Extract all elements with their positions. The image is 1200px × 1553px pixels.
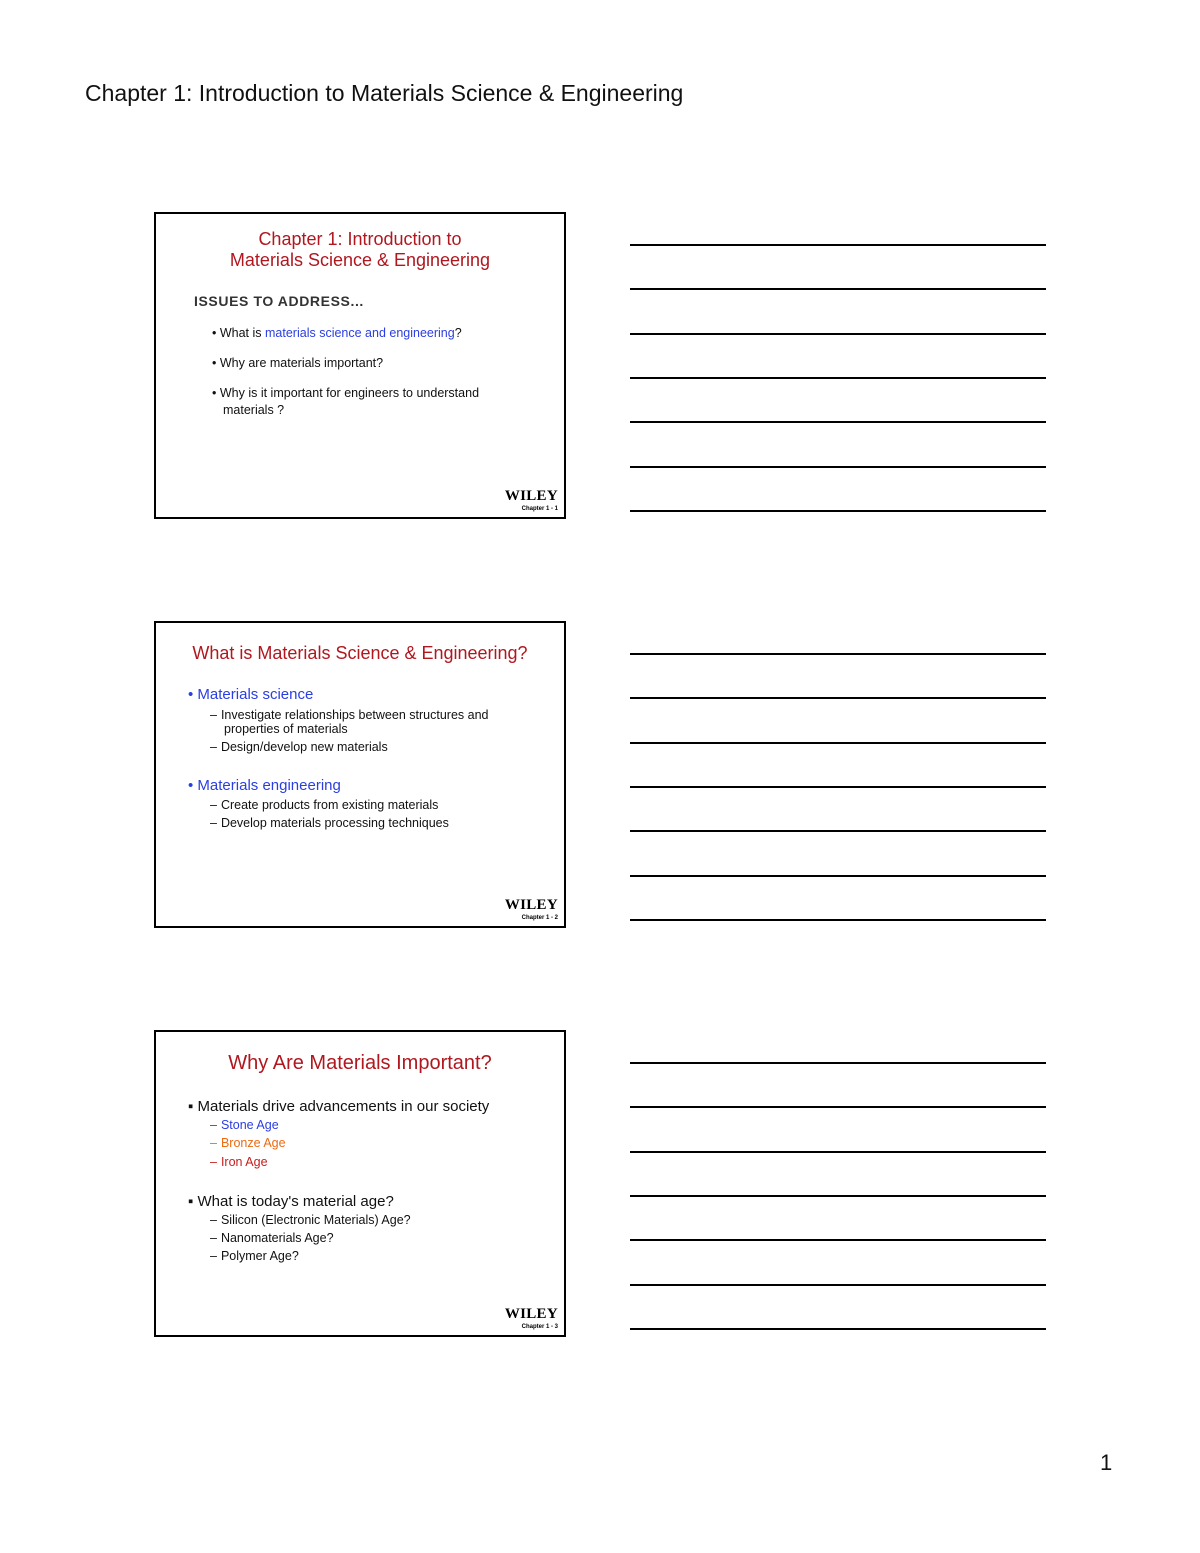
notes-line [630, 742, 1046, 744]
slide-footer: Chapter 1 - 3 [521, 1324, 558, 1330]
wiley-logo: WILEY [504, 897, 558, 913]
notes-line [630, 1239, 1046, 1241]
notes-line [630, 244, 1046, 246]
issue-1-prefix: What is [219, 326, 266, 340]
issue-item-1: • What is materials science and engineering? [212, 326, 462, 340]
slide-2-sub-2-text: Design/develop new materials [220, 740, 388, 754]
slide-3-bullet-1: ▪ Materials drive advancements in our society [188, 1098, 490, 1115]
issue-item-3-continued [223, 403, 284, 417]
issue-item-3: • Why is it important for engineers to understand [212, 386, 480, 400]
slide-3-sub-5-text: Nanomaterials Age? [220, 1231, 334, 1245]
notes-line [630, 919, 1046, 921]
bronze-age-label: Bronze Age [220, 1136, 286, 1150]
slide-3-sub-3: – Iron Age [210, 1155, 268, 1169]
notes-line [630, 1284, 1046, 1286]
slide-footer: Chapter 1 - 1 [521, 506, 558, 512]
notes-line [630, 466, 1046, 468]
iron-age-label: Iron Age [220, 1155, 268, 1169]
slide-2-sub-1-line-1: Investigate relationships between structures and [220, 708, 489, 722]
slide-1-title-line-2: Materials Science & Engineering [229, 249, 491, 270]
wiley-logo: WILEY [504, 1306, 558, 1322]
slide-3-sub-4: – Silicon (Electronic Materials) Age? [210, 1213, 411, 1227]
notes-line [630, 697, 1046, 699]
issue-2-text: Why are materials important? [219, 356, 384, 370]
notes-line [630, 1106, 1046, 1108]
slide-2-bullet-1: • Materials science [188, 686, 314, 703]
slide-3-sub-6-text: Polymer Age? [220, 1249, 299, 1263]
slide-3-sub-4-text: Silicon (Electronic Materials) Age? [220, 1213, 411, 1227]
notes-line [630, 288, 1046, 290]
slide-2-sub-3-text: Create products from existing materials [220, 798, 439, 812]
slide-2-sub-2: – Design/develop new materials [210, 740, 388, 754]
page-header: Chapter 1: Introduction to Materials Science & Engineering [85, 80, 684, 106]
slide-2-sub-4-text: Develop materials processing techniques [220, 816, 449, 830]
wiley-logo-block [505, 898, 558, 922]
slide-1 [154, 212, 566, 519]
notes-line [630, 1328, 1046, 1330]
notes-line [630, 653, 1046, 655]
page-number: 1 [1100, 1450, 1113, 1475]
issue-3-text-line-1: Why is it important for engineers to understand [219, 386, 480, 400]
notes-line [630, 875, 1046, 877]
notes-line [630, 786, 1046, 788]
notes-line [630, 1062, 1046, 1064]
slide-3-bullet-2-text: What is today's material age? [197, 1193, 394, 1210]
slide-3-bullet-2: ▪ What is today's material age? [188, 1193, 394, 1210]
slide-3-sub-5: – Nanomaterials Age? [210, 1231, 334, 1245]
notes-line [630, 377, 1046, 379]
wiley-logo-block [505, 1307, 558, 1331]
slide-2-sub-1-continued [224, 722, 348, 736]
slide-2-sub-1-line-2: properties of materials [224, 722, 348, 736]
stone-age-label: Stone Age [220, 1118, 279, 1132]
slide-2-bullet-1-text: Materials science [197, 686, 314, 703]
issue-item-2: • Why are materials important? [212, 356, 384, 370]
notes-line [630, 1151, 1046, 1153]
notes-line [630, 830, 1046, 832]
slide-2-bullet-2: • Materials engineering [188, 777, 341, 794]
wiley-logo-block [505, 489, 558, 513]
slide-3-bullet-1-text: Materials drive advancements in our society [197, 1098, 490, 1115]
issue-3-text-line-2: materials ? [223, 403, 285, 417]
slide-3-title: Why Are Materials Important? [228, 1052, 492, 1074]
slide-2 [154, 621, 566, 928]
slide-3-sub-2: – Bronze Age [210, 1136, 286, 1150]
slide-2-sub-1: – Investigate relationships between structures and [210, 708, 489, 722]
notes-line [630, 510, 1046, 512]
slide-2-bullet-2-text: Materials engineering [197, 777, 341, 794]
notes-line [630, 333, 1046, 335]
notes-line [630, 421, 1046, 423]
slide-3-sub-1: – Stone Age [210, 1118, 279, 1132]
slide-2-title: What is Materials Science & Engineering? [192, 643, 528, 663]
notes-line [630, 1195, 1046, 1197]
issue-1-highlight: materials science and engineering [265, 326, 455, 340]
wiley-logo: WILEY [504, 488, 558, 504]
slide-2-sub-4: – Develop materials processing techniques [210, 816, 449, 830]
slide-3 [154, 1030, 566, 1337]
slide-1-title-line-1: Chapter 1: Introduction to [258, 229, 462, 249]
slide-1-title [156, 229, 564, 270]
slide-footer: Chapter 1 - 2 [521, 915, 558, 921]
slide-3-sub-6: – Polymer Age? [210, 1249, 299, 1263]
issues-heading: ISSUES TO ADDRESS... [194, 293, 364, 309]
slide-2-sub-3: – Create products from existing materials [210, 798, 439, 812]
issue-1-suffix: ? [454, 326, 462, 340]
